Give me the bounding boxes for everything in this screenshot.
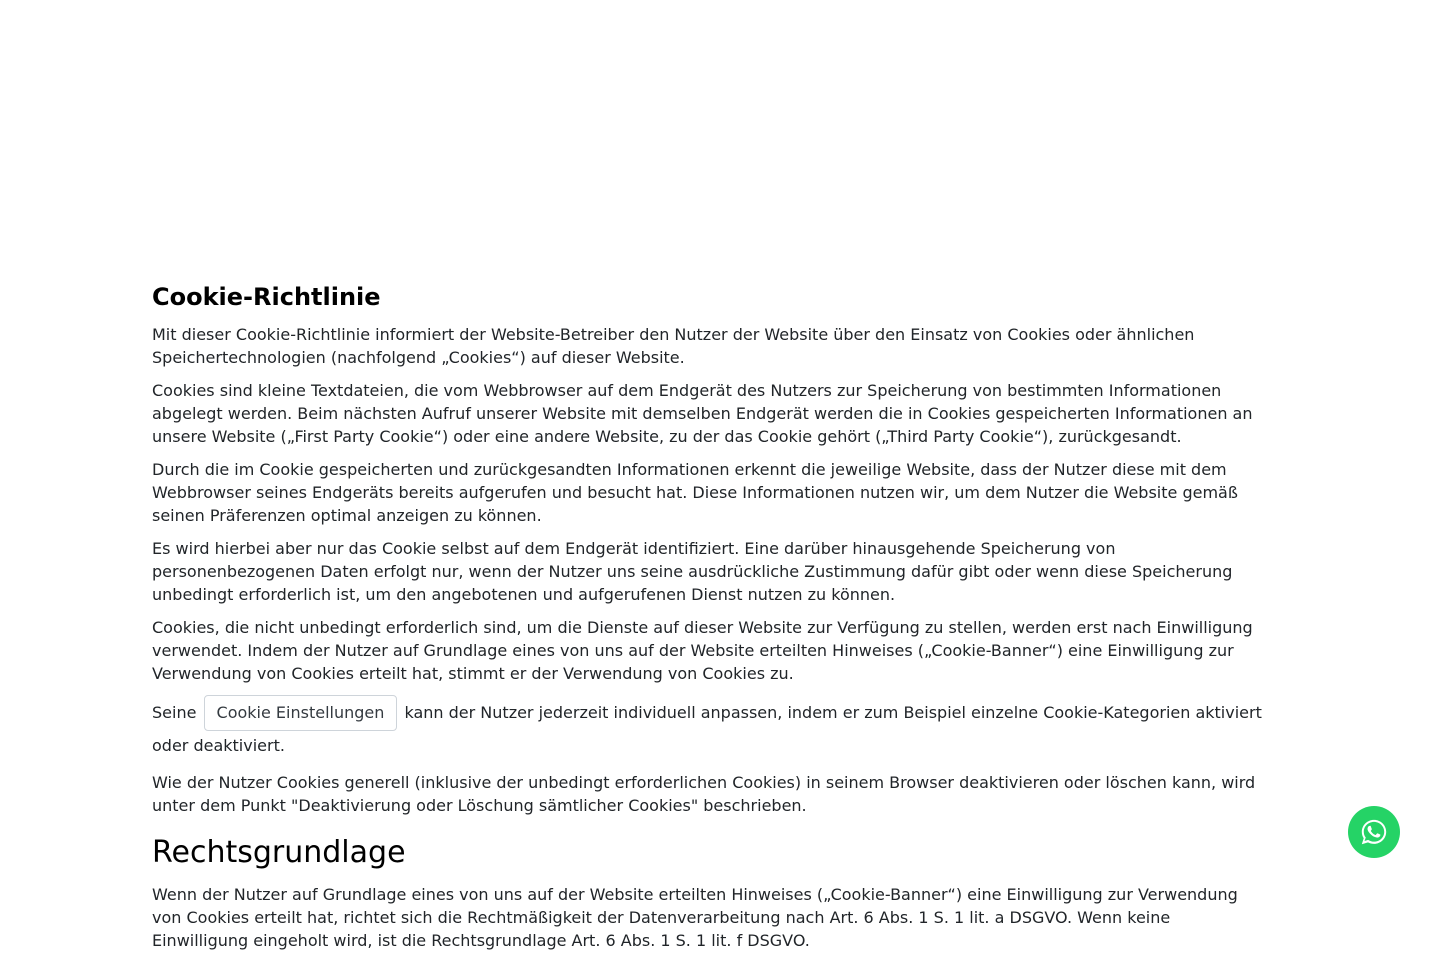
settings-prefix: Seine (152, 703, 197, 722)
cookie-settings-paragraph (152, 695, 1264, 761)
policy-paragraph: Mit dieser Cookie-Richtlinie informiert der Website-Betreiber den Nutzer der Website über den Einsatz von Cookies oder ähnlichen Speichertechnologien (nachfolgend „Cookies“) auf dieser Website. (152, 325, 1195, 367)
cookie-settings-button[interactable]: Cookie Einstellungen (204, 695, 398, 731)
legal-basis-paragraph: Wenn der Nutzer auf Grundlage eines von uns auf der Website erteilten Hinweises („Cookie-Banner“) eine Einwilligung zur Verwendung von Cookies erteilt hat, richtet sich die Rechtmäßigkeit der Datenverarbeitung nach Art. 6 Abs. 1 S. 1 lit. a DSGVO. Wenn keine Einwilligung eingeholt wird, ist die Rechtsgrundlage Art. 6 Abs. 1 S. 1 lit. f DSGVO. (152, 885, 1238, 950)
policy-paragraph: Durch die im Cookie gespeicherten und zurückgesandten Informationen erkennt die jeweilige Website, dass der Nutzer diese mit dem Webbrowser seines Endgeräts bereits aufgerufen und besucht hat. Diese Informationen nutzen wir, um dem Nutzer die Website gemäß seinen Präferenzen optimal anzeigen zu können. (152, 460, 1238, 525)
policy-paragraph: Cookies sind kleine Textdateien, die vom Webbrowser auf dem Endgerät des Nutzers zur Speicherung von bestimmten Informationen abgelegt werden. Beim nächsten Aufruf unserer Website mit demselben Endgerät werden die in Cookies gespeicherten Informationen an unsere Website („First Party Cookie“) oder eine andere Website, zu der das Cookie gehört („Third Party Cookie“), zurückgesandt. (152, 381, 1253, 446)
whatsapp-icon (1359, 817, 1389, 847)
cookie-policy-content (152, 282, 1264, 962)
settings-suffix: kann der Nutzer jederzeit individuell anpassen, indem er zum Beispiel einzelne Cookie-Kategorien aktiviert oder deaktiviert. (152, 703, 1262, 755)
policy-paragraph: Wie der Nutzer Cookies generell (inklusive der unbedingt erforderlichen Cookies) in seinem Browser deaktivieren oder löschen kann, wird unter dem Punkt "Deaktivierung oder Löschung sämtlicher Cookies" beschrieben. (152, 773, 1256, 815)
page-title: Cookie-Richtlinie (152, 283, 381, 311)
policy-paragraph: Cookies, die nicht unbedingt erforderlich sind, um die Dienste auf dieser Website zur Verfügung zu stellen, werden erst nach Einwilligung verwendet. Indem der Nutzer auf Grundlage eines von uns auf der Website erteilten Hinweises („Cookie-Banner“) eine Einwilligung zur Verwendung von Cookies erteilt hat, stimmt er der Verwendung von Cookies zu. (152, 618, 1253, 683)
section-title-legal-basis: Rechtsgrundlage (152, 835, 406, 870)
policy-paragraph: Es wird hierbei aber nur das Cookie selbst auf dem Endgerät identifiziert. Eine darüber hinausgehende Speicherung von personenbezogenen Daten erfolgt nur, wenn der Nutzer uns seine ausdrückliche Zustimmung dafür gibt oder wenn diese Speicherung unbedingt erforderlich ist, um den angebotenen und aufgerufenen Dienst nutzen zu können. (152, 539, 1233, 604)
whatsapp-chat-button[interactable] (1348, 806, 1400, 858)
